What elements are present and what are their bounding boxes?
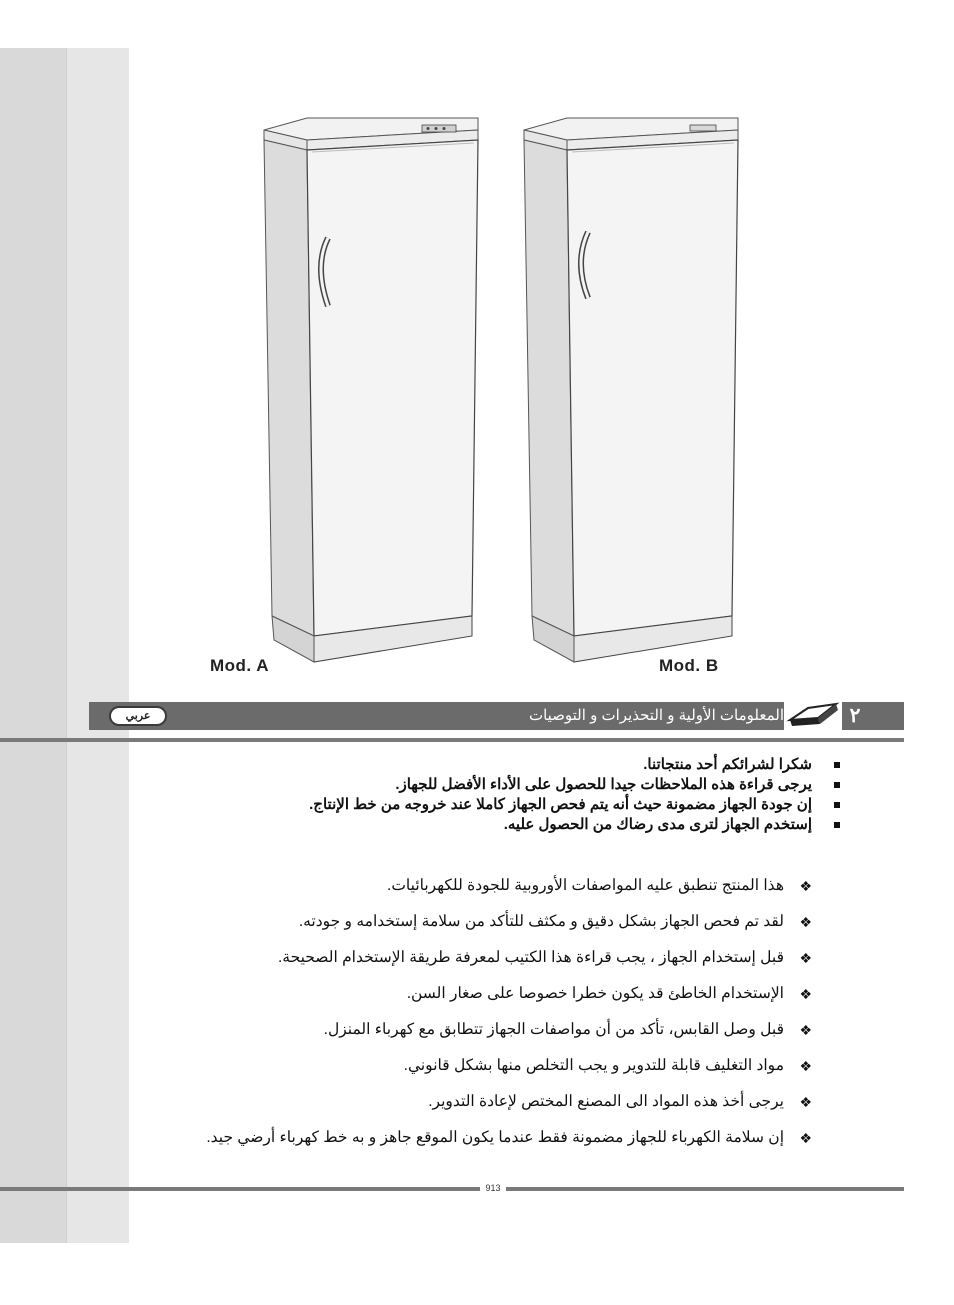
list-item: يرجى قراءة هذه الملاحظات جيدا للحصول على الأداء الأفضل للجهاز.: [309, 775, 842, 795]
model-b-label: Mod. B: [659, 656, 719, 675]
open-book-icon: [784, 690, 842, 732]
diamond-bullet-icon: ❖: [799, 1094, 812, 1110]
list-item: إستخدم الجهاز لترى مدى رضاك من الحصول عليه.: [309, 815, 842, 835]
left-margin-strip-inner: [66, 48, 129, 1243]
list-item: إن جودة الجهاز مضمونة حيث أنه يتم فحص الجهاز كاملا عند خروجه من خط الإنتاج.: [309, 795, 842, 815]
page-number: 913: [485, 1183, 501, 1193]
list-item: [206, 904, 812, 940]
list-item-text: لقد تم فحص الجهاز بشكل دقيق و مكثف للتأكد من سلامة إستخدامه و جودته.: [298, 913, 784, 930]
list-item: شكرا لشرائكم أحد منتجاتنا.: [309, 755, 842, 775]
model-a-label: Mod. A: [210, 656, 270, 675]
list-item: [206, 1012, 812, 1048]
section-header-bar: [89, 702, 904, 730]
diamond-bullet-icon: ❖: [799, 1022, 812, 1038]
list-item-text: مواد التغليف قابلة للتدوير و يجب التخلص منها بشكل قانوني.: [403, 1057, 784, 1074]
list-item-text: قبل وصل القابس، تأكد من أن مواصفات الجهاز تتطابق مع كهرباء المنزل.: [323, 1021, 784, 1038]
diamond-bullet-icon: ❖: [799, 878, 812, 894]
list-item-text: يرجى أخذ هذه المواد الى المصنع المختص لإعادة التدوير.: [428, 1093, 784, 1110]
list-item: [206, 1084, 812, 1120]
footer-divider-left: [0, 1187, 480, 1191]
list-item: [206, 940, 812, 976]
list-item-text: إن سلامة الكهرباء للجهاز مضمونة فقط عندما يكون الموقع جاهز و به خط كهرباء أرضي جيد.: [206, 1129, 784, 1146]
language-badge: عربي: [109, 706, 167, 726]
list-item: [206, 1048, 812, 1084]
safety-bullet-list: [206, 868, 812, 1156]
top-divider: [0, 738, 904, 742]
diamond-bullet-icon: ❖: [799, 950, 812, 966]
section-title: المعلومات الأولية و التحذيرات و التوصيات: [528, 707, 784, 724]
diamond-bullet-icon: ❖: [799, 914, 812, 930]
list-item-text: قبل إستخدام الجهاز ، يجب قراءة هذا الكتيب لمعرفة طريقة الإستخدام الصحيحة.: [277, 949, 784, 966]
fridge-model-b-illustration: [522, 116, 740, 670]
fridge-model-a-illustration: [262, 116, 480, 670]
list-item: [206, 976, 812, 1012]
section-number: ٢: [849, 705, 861, 727]
list-item-text: هذا المنتج تنطبق عليه المواصفات الأوروبية للجودة للكهربائيات.: [387, 877, 784, 894]
list-item-text: الإستخدام الخاطئ قد يكون خطرا خصوصا على صغار السن.: [406, 985, 784, 1002]
diamond-bullet-icon: ❖: [799, 1130, 812, 1146]
intro-bullet-list: [309, 755, 842, 835]
list-item: [206, 1120, 812, 1156]
list-item: [206, 868, 812, 904]
left-margin-strip: [0, 48, 66, 1243]
footer-divider-right: [506, 1187, 904, 1191]
diamond-bullet-icon: ❖: [799, 986, 812, 1002]
diamond-bullet-icon: ❖: [799, 1058, 812, 1074]
